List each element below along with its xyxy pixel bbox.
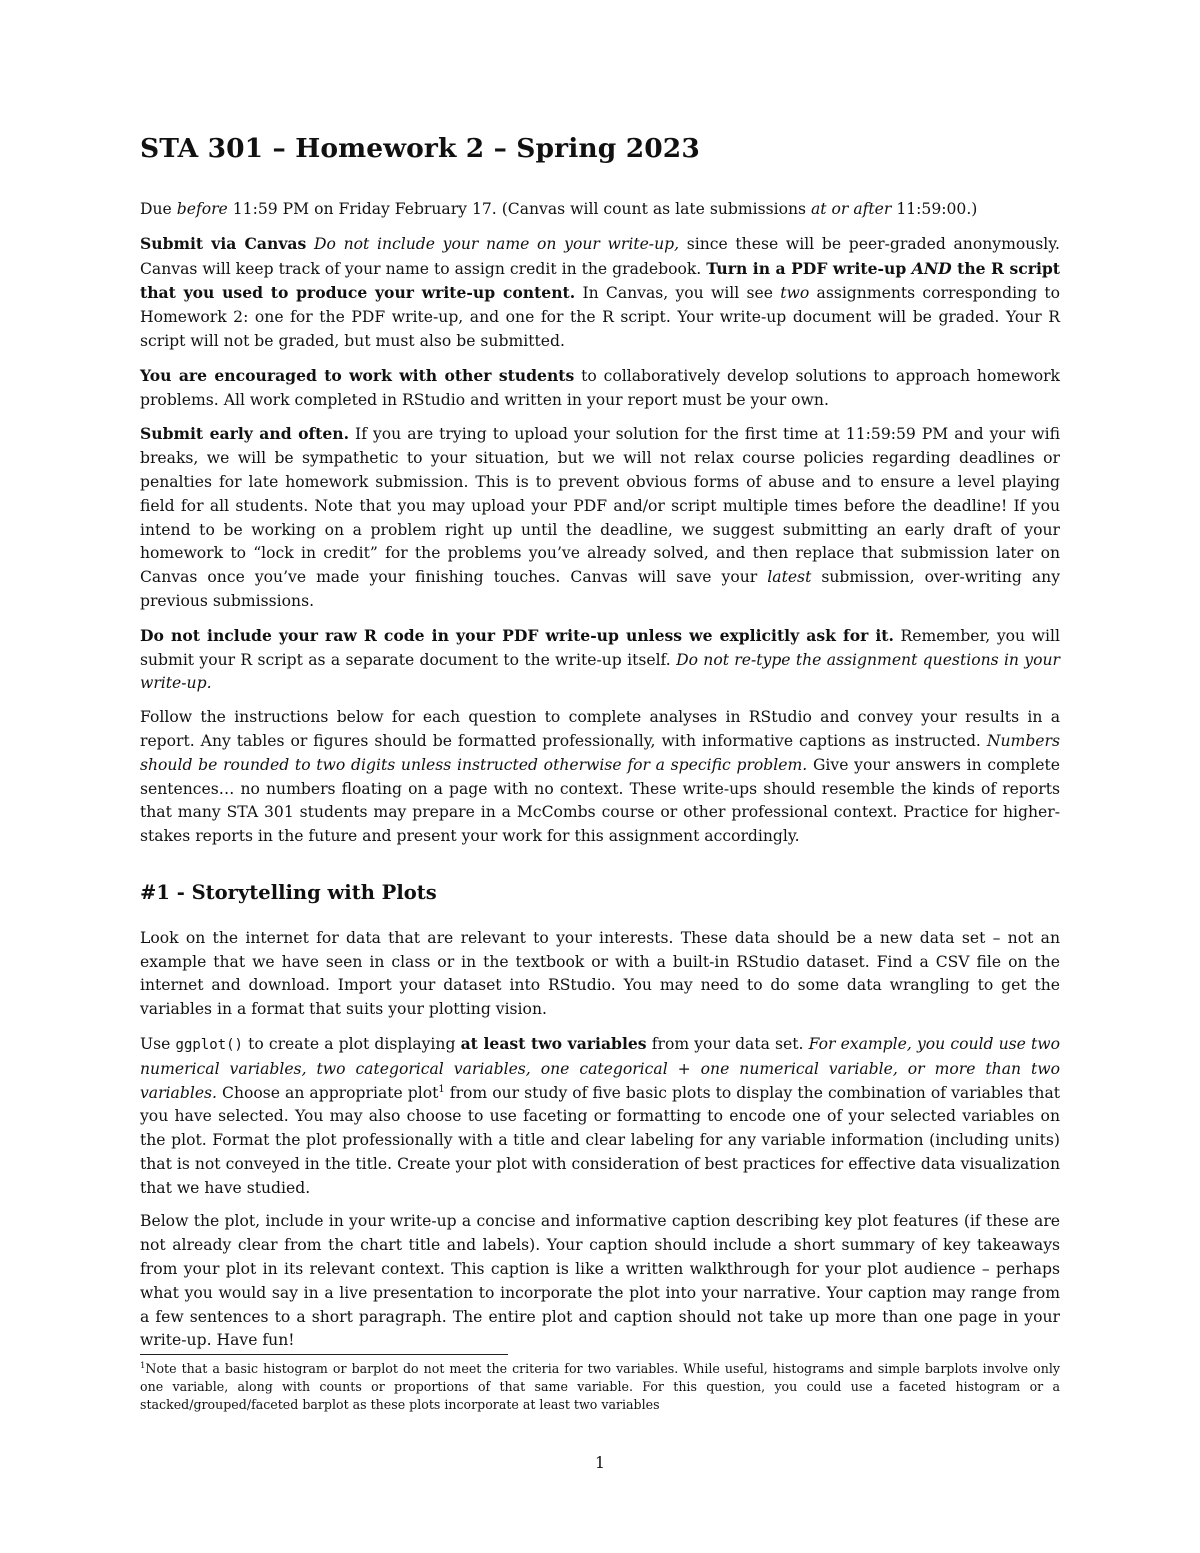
collaboration-paragraph	[140, 364, 1060, 413]
raw-code-text: Remember, you will submit your R script as a separate document to the write-up itself.	[140, 626, 1060, 669]
follow-instructions-paragraph	[140, 706, 1060, 849]
submit-early-text: submission, over-writing any previous submissions.	[140, 568, 1061, 610]
section-1-paragraph-2	[140, 1032, 1060, 1201]
collaboration-heading: You are encouraged to work with other students	[140, 365, 575, 385]
submit-text: assignments corresponding to Homework 2: one for the PDF write-up, and one for the R script. Your write-up document will be graded. Your R script will not be graded, but must also be submitted.	[140, 284, 1060, 350]
latest-emphasis: latest	[767, 568, 812, 587]
follow-text: Give your answers in complete sentences… no numbers floating on a page with no context. These write-ups should resemble the kinds of reports that many STA 301 students may prepare in a McCombs course or other professional context. Practice for higher-stakes reports in the future and present your work for this assignment accordingly.	[140, 755, 1060, 846]
submission-instructions-paragraph	[140, 232, 1060, 354]
no-retype-emphasis: Do not re-type the assignment questions in your write-up.	[140, 650, 1060, 693]
footnote	[140, 1360, 1060, 1414]
section-1-text: Use	[140, 1034, 176, 1053]
section-1-text: from your data set.	[646, 1034, 809, 1053]
due-text: Due	[140, 200, 177, 218]
section-1-paragraph-3: Below the plot, include in your write-up a concise and informative caption describing key plot features (if these are not already clear from the chart title and labels). Your caption should include a short summary of key takeaways from your plot in its relevant context. This caption is like a written walkthrough for your plot audience – perhaps what you would say in a live presentation to incorporate the plot into your narrative. Your caption may range from a few sentences to a short paragraph. The entire plot and caption should not take up more than one page in your write-up. Have fun!	[140, 1212, 1060, 1350]
example-emphasis: For example, you could use two numerical variables, two categorical variables, one categorical + one numerical variable, or more than two variables.	[140, 1034, 1061, 1102]
document-page	[140, 0, 1060, 1553]
submit-early-paragraph	[140, 422, 1060, 613]
due-before-emphasis: before	[176, 200, 228, 218]
submit-via-canvas-heading: Submit via Canvas	[140, 233, 307, 253]
footnote-mark: 1	[140, 1360, 146, 1371]
turn-in-emphasis: Turn in a PDF write-up	[706, 258, 912, 278]
two-emphasis: two	[780, 284, 810, 303]
document-body	[140, 198, 1060, 1363]
two-variables-emphasis: at least two variables	[460, 1033, 647, 1053]
document-title: STA 301 – Homework 2 – Spring 2023	[140, 133, 700, 164]
section-1-heading: #1 - Storytelling with Plots	[140, 880, 437, 904]
page-number: 1	[595, 1454, 605, 1472]
turn-in-and-emphasis: AND	[911, 258, 952, 278]
submit-text: In Canvas, you will see	[575, 284, 781, 303]
section-1-paragraph-1: Look on the internet for data that are relevant to your interests. These data should be a new data set – not an example that we have seen in class or in the textbook or with a built-in RStudio dataset. Find a CSV file on the internet and download. Import your dataset into RStudio. You may need to do some data wrangling to get the variables in a format that suits your plotting vision.	[140, 928, 1060, 1019]
submit-text: since these will be peer-graded anonymously. Canvas will keep track of your name to assign credit in the gradebook.	[140, 234, 1060, 278]
collaboration-text: to collaboratively develop solutions to approach homework problems. All work completed in RStudio and written in your report must be your own.	[140, 366, 1060, 409]
submit-early-text: If you are trying to upload your solution for the first time at 11:59:59 PM and your wifi breaks, we will be sympathetic to your situation, but we will not relax course policies regarding deadlines or penalties for late homework submission. This is to prevent obvious forms of abuse and to ensure a level playing field for all students. Note that you may upload your PDF and/or script multiple times before the deadline! If you intend to be working on a problem right up until the deadline, we suggest submitting an early draft of your homework to “lock in credit” for the problems you’ve already solved, and then replace that submission later on Canvas once you’ve made your finishing touches. Canvas will save your	[140, 425, 1060, 587]
due-text: 11:59 PM on Friday February 17. (Canvas will count as late submissions	[227, 200, 812, 218]
due-late-emphasis: at or after	[811, 200, 892, 218]
footnote-divider	[140, 1354, 508, 1355]
footnote-text: Note that a basic histogram or barplot do not meet the criteria for two variables. While useful, histograms and simple barplots involve only one variable, along with counts or proportions of that same variable. For this question, you could use a faceted histogram or a stacked/grouped/faceted barplot as these plots incorporate at least two variables	[140, 1361, 1060, 1412]
submit-text	[306, 235, 314, 253]
due-text: 11:59:00.)	[891, 200, 978, 218]
ggplot-code: ggplot()	[175, 1036, 243, 1053]
due-date-paragraph	[140, 198, 1060, 222]
section-1-text: from our study of five basic plots to display the combination of variables that you have selected. You may also choose to use faceting or formatting to encode one of your selected variables on the plot. Format the plot professionally with a title and clear labeling for any variable information (including units) that is not conveyed in the title. Create your plot with consideration of best practices for effective data visualization that we have studied.	[140, 1083, 1061, 1197]
turn-in-emphasis: the R script that you used to produce your write-up content.	[140, 258, 1060, 303]
section-1-text: to create a plot displaying	[242, 1034, 461, 1053]
submit-early-heading: Submit early and often.	[140, 424, 350, 444]
section-1-text: Choose an appropriate plot	[217, 1083, 439, 1102]
no-name-emphasis: Do not include your name on your write-up,	[314, 234, 680, 253]
follow-text: Follow the instructions below for each question to complete analyses in RStudio and convey your results in a report. Any tables or figures should be formatted professionally, with informative captions as instructed.	[140, 708, 1060, 750]
raw-code-paragraph	[140, 624, 1060, 696]
raw-code-heading: Do not include your raw R code in your PDF write-up unless we explicitly ask for it.	[140, 625, 894, 645]
rounding-emphasis: Numbers should be rounded to two digits unless instructed otherwise for a specific problem.	[140, 731, 1060, 774]
footnote-reference[interactable]: 1	[438, 1083, 445, 1095]
